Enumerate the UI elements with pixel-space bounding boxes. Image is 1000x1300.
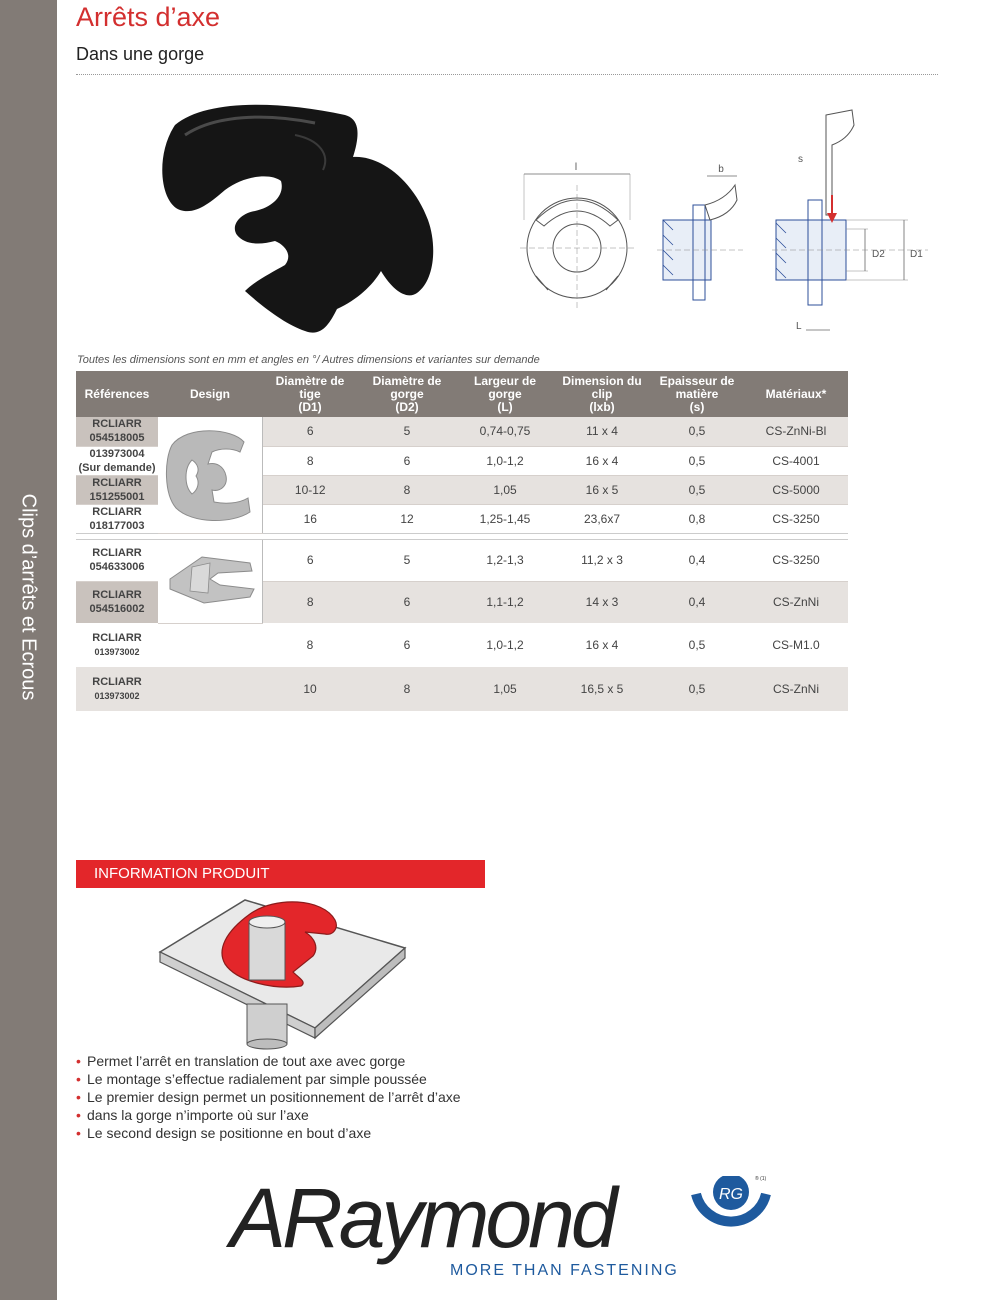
col-header-d2: Diamètre de gorge (D2) — [358, 371, 456, 417]
material-cell: CS-ZnNi-Bl — [744, 417, 848, 446]
col-header-design: Design — [158, 371, 262, 417]
product-photo-e-clip — [145, 95, 440, 340]
col-header-references: Références — [76, 371, 158, 417]
ref-cell: RCLIARR 054633006 — [76, 539, 158, 581]
clip-cell: 11,2 x 3 — [554, 539, 650, 581]
material-cell: CS-M1.0 — [772, 638, 820, 652]
dimensions-note: Toutes les dimensions sont en mm et angles en °/ Autres dimensions et variantes sur demande — [77, 354, 540, 366]
dim-label-l: l — [574, 162, 578, 173]
d2-cell: 6 — [358, 581, 456, 623]
design-b-clip-image — [162, 545, 258, 615]
sidebar-label: Clips d’arrêts et Ecrous — [17, 493, 40, 701]
dim-label-D2: D2 — [872, 249, 885, 260]
ref-cell: 013973004 (Sur demande) — [76, 446, 158, 475]
L-cell: 1,1-1,2 — [456, 581, 554, 623]
design-cell-b — [158, 539, 262, 623]
clip-cell: 11 x 4 — [554, 417, 650, 446]
bullet-item: • Permet l’arrêt en translation de tout axe avec gorge — [76, 1052, 461, 1070]
d2-cell: 8 — [358, 475, 456, 504]
ref-cell: RCLIARR 013973002 — [92, 632, 142, 657]
d2-cell: 5 — [358, 417, 456, 446]
d2-cell: 5 — [358, 539, 456, 581]
d1-cell: 8 — [306, 638, 314, 652]
technical-drawing-section — [770, 105, 930, 335]
s-cell: 0,5 — [688, 638, 706, 652]
table-row — [76, 417, 848, 446]
col-header-clip: Dimension du clip (lxb) — [554, 371, 650, 417]
dim-label-D1: D1 — [910, 249, 923, 260]
col-header-d1: Diamètre de tige (D1) — [262, 371, 358, 417]
design-cell-a — [158, 417, 262, 533]
material-cell: CS-3250 — [772, 511, 820, 526]
bullet-item: • Le premier design permet un positionnement de l’arrêt d’axe — [76, 1088, 461, 1106]
ref-cell: RCLIARR 151255001 — [76, 475, 158, 504]
bullet-item: • Le montage s’effectue radialement par simple poussée — [76, 1070, 461, 1088]
material-cell: CS-4001 — [744, 446, 848, 475]
table-row — [76, 667, 848, 711]
d1-cell: 6 — [262, 539, 358, 581]
L-cell: 1,0-1,2 — [456, 446, 554, 475]
clip-cell: 16 x 4 — [585, 638, 619, 652]
material-cell: CS-ZnNi — [744, 667, 848, 711]
brand-logo-text: ARaymond — [230, 1171, 614, 1265]
brand-monogram-icon — [690, 1176, 772, 1238]
L-cell: 0,74-0,75 — [456, 417, 554, 446]
design-a-clip-image — [162, 420, 258, 526]
table-header-row — [76, 371, 848, 417]
table-row — [76, 539, 848, 581]
s-cell: 0,4 — [650, 581, 744, 623]
brand-tagline: MORE THAN FASTENING — [450, 1262, 679, 1279]
table-row — [76, 623, 848, 667]
d1-cell: 6 — [262, 417, 358, 446]
L-cell: 1,05 — [456, 475, 554, 504]
clip-cell: 14 x 3 — [554, 581, 650, 623]
L-cell: 1,25-1,45 — [479, 511, 531, 526]
L-cell: 1,2-1,3 — [456, 539, 554, 581]
material-cell: CS-3250 — [744, 539, 848, 581]
d2-cell: 8 — [358, 667, 456, 711]
page-subtitle: Dans une gorge — [76, 44, 205, 64]
sidebar — [0, 0, 57, 1300]
ref-cell: RCLIARR 054516002 — [76, 581, 158, 623]
clip-cell: 16,5 x 5 — [554, 667, 650, 711]
ref-cell: RCLIARR 013973002 — [76, 667, 158, 711]
material-cell: CS-ZnNi — [744, 581, 848, 623]
d2-cell: 6 — [358, 446, 456, 475]
d2-cell: 6 — [403, 638, 411, 652]
brand-monogram-text: RG — [719, 1186, 743, 1203]
dim-label-L: L — [796, 321, 802, 332]
col-header-L: Largeur de gorge (L) — [456, 371, 554, 417]
d1-cell: 16 — [303, 511, 317, 526]
bullet-item-continuation: • dans la gorge n’importe où sur l’axe — [76, 1106, 461, 1124]
design-cell-empty — [158, 667, 262, 711]
ref-cell: RCLIARR 018177003 — [89, 505, 145, 532]
clip-cell: 16 x 4 — [554, 446, 650, 475]
technical-drawing-side — [655, 160, 745, 310]
bullet-item: • Le second design se positionne en bout d’axe — [76, 1124, 461, 1142]
info-illustration — [155, 892, 410, 1052]
d1-cell: 10 — [262, 667, 358, 711]
s-cell: 0,8 — [688, 511, 706, 526]
technical-drawing-front — [518, 160, 636, 310]
clip-cell: 23,6x7 — [583, 511, 621, 526]
s-cell: 0,5 — [650, 417, 744, 446]
d1-cell: 10-12 — [262, 475, 358, 504]
page-title: Arrêts d’axe — [76, 2, 221, 32]
d1-cell: 8 — [262, 581, 358, 623]
info-banner: INFORMATION PRODUIT — [76, 860, 485, 888]
s-cell: 0,5 — [650, 475, 744, 504]
info-bullets — [76, 1052, 461, 1142]
s-cell: 0,5 — [650, 667, 744, 711]
d1-cell: 8 — [262, 446, 358, 475]
L-cell: 1,0-1,2 — [486, 638, 524, 652]
d2-cell: 12 — [400, 511, 414, 526]
ref-cell: RCLIARR 054518005 — [76, 417, 158, 446]
clip-cell: 16 x 5 — [554, 475, 650, 504]
material-cell: CS-5000 — [744, 475, 848, 504]
col-header-s: Epaisseur de matière (s) — [650, 371, 744, 417]
dim-label-b: b — [718, 164, 724, 175]
dim-label-s: s — [798, 154, 803, 165]
s-cell: 0,4 — [650, 539, 744, 581]
header-separator — [76, 74, 938, 75]
design-cell-empty — [158, 623, 262, 667]
col-header-materials: Matériaux* — [744, 371, 848, 417]
s-cell: 0,5 — [650, 446, 744, 475]
spec-table — [76, 371, 848, 711]
registered-mark: ® (1) — [755, 1176, 767, 1182]
L-cell: 1,05 — [456, 667, 554, 711]
